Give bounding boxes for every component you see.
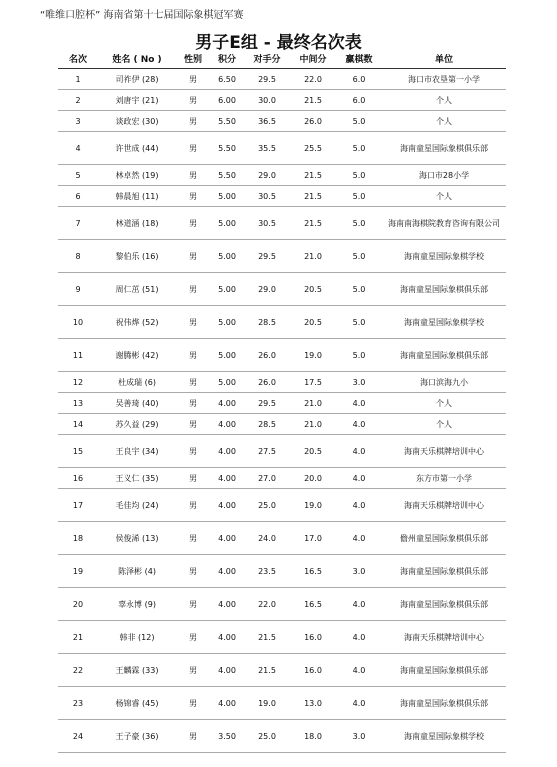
cell-median-score: 21.5 bbox=[290, 207, 336, 240]
cell-median-score: 21.0 bbox=[290, 393, 336, 414]
cell-wins: 4.0 bbox=[336, 414, 382, 435]
cell-gender: 男 bbox=[176, 165, 210, 186]
cell-unit: 海南童星国际象棋俱乐部 bbox=[382, 588, 506, 621]
cell-opponent-score: 30.5 bbox=[244, 186, 290, 207]
cell-rank: 22 bbox=[58, 654, 98, 687]
cell-points: 5.50 bbox=[210, 111, 244, 132]
cell-median-score: 25.5 bbox=[290, 132, 336, 165]
cell-opponent-score: 36.5 bbox=[244, 111, 290, 132]
table-row bbox=[58, 468, 506, 489]
cell-gender: 男 bbox=[176, 339, 210, 372]
cell-median-score: 20.5 bbox=[290, 273, 336, 306]
cell-rank: 4 bbox=[58, 132, 98, 165]
cell-player-name: 许世成 (44) bbox=[98, 132, 176, 165]
cell-points: 5.00 bbox=[210, 273, 244, 306]
table-header-row bbox=[58, 52, 506, 69]
cell-wins: 5.0 bbox=[336, 273, 382, 306]
cell-unit: 海口市农垦第一小学 bbox=[382, 69, 506, 90]
cell-wins: 4.0 bbox=[336, 522, 382, 555]
cell-rank: 8 bbox=[58, 240, 98, 273]
column-header-name: 姓名 ( No ) bbox=[98, 52, 176, 69]
cell-wins: 5.0 bbox=[336, 207, 382, 240]
cell-player-name: 王良宇 (34) bbox=[98, 435, 176, 468]
cell-unit: 个人 bbox=[382, 393, 506, 414]
cell-median-score: 21.5 bbox=[290, 186, 336, 207]
cell-rank: 3 bbox=[58, 111, 98, 132]
cell-rank: 17 bbox=[58, 489, 98, 522]
cell-player-name: 林道涵 (18) bbox=[98, 207, 176, 240]
cell-rank: 18 bbox=[58, 522, 98, 555]
cell-rank: 2 bbox=[58, 90, 98, 111]
cell-rank: 10 bbox=[58, 306, 98, 339]
table-row bbox=[58, 111, 506, 132]
cell-median-score: 16.0 bbox=[290, 654, 336, 687]
table-row bbox=[58, 489, 506, 522]
cell-points: 4.00 bbox=[210, 687, 244, 720]
cell-gender: 男 bbox=[176, 720, 210, 753]
cell-unit: 儋州童星国际象棋俱乐部 bbox=[382, 522, 506, 555]
cell-player-name: 辜永博 (9) bbox=[98, 588, 176, 621]
cell-gender: 男 bbox=[176, 393, 210, 414]
cell-opponent-score: 35.5 bbox=[244, 132, 290, 165]
cell-points: 4.00 bbox=[210, 588, 244, 621]
cell-median-score: 16.5 bbox=[290, 555, 336, 588]
cell-rank: 20 bbox=[58, 588, 98, 621]
cell-unit: 个人 bbox=[382, 414, 506, 435]
cell-median-score: 16.0 bbox=[290, 621, 336, 654]
cell-rank: 21 bbox=[58, 621, 98, 654]
cell-points: 5.00 bbox=[210, 339, 244, 372]
cell-points: 5.00 bbox=[210, 186, 244, 207]
cell-player-name: 司祚伊 (28) bbox=[98, 69, 176, 90]
cell-opponent-score: 29.5 bbox=[244, 393, 290, 414]
cell-player-name: 谈政宏 (30) bbox=[98, 111, 176, 132]
cell-wins: 3.0 bbox=[336, 555, 382, 588]
cell-rank: 11 bbox=[58, 339, 98, 372]
cell-opponent-score: 23.5 bbox=[244, 555, 290, 588]
cell-player-name: 韩晨旭 (11) bbox=[98, 186, 176, 207]
cell-rank: 7 bbox=[58, 207, 98, 240]
cell-wins: 5.0 bbox=[336, 165, 382, 186]
cell-wins: 4.0 bbox=[336, 588, 382, 621]
cell-unit: 海南天乐棋牌培训中心 bbox=[382, 435, 506, 468]
cell-median-score: 21.5 bbox=[290, 165, 336, 186]
cell-gender: 男 bbox=[176, 273, 210, 306]
cell-unit: 海南天乐棋牌培训中心 bbox=[382, 621, 506, 654]
cell-rank: 13 bbox=[58, 393, 98, 414]
cell-gender: 男 bbox=[176, 621, 210, 654]
cell-median-score: 18.0 bbox=[290, 720, 336, 753]
cell-unit: 个人 bbox=[382, 186, 506, 207]
cell-unit: 个人 bbox=[382, 111, 506, 132]
cell-rank: 16 bbox=[58, 468, 98, 489]
column-header-median-score: 中间分 bbox=[290, 52, 336, 69]
table-row bbox=[58, 555, 506, 588]
cell-gender: 男 bbox=[176, 654, 210, 687]
cell-player-name: 韩非 (12) bbox=[98, 621, 176, 654]
cell-wins: 4.0 bbox=[336, 687, 382, 720]
cell-wins: 5.0 bbox=[336, 186, 382, 207]
cell-player-name: 林卓然 (19) bbox=[98, 165, 176, 186]
cell-points: 5.00 bbox=[210, 240, 244, 273]
cell-median-score: 22.0 bbox=[290, 69, 336, 90]
cell-rank: 19 bbox=[58, 555, 98, 588]
cell-player-name: 谢腾彬 (42) bbox=[98, 339, 176, 372]
cell-rank: 24 bbox=[58, 720, 98, 753]
cell-points: 4.00 bbox=[210, 435, 244, 468]
cell-gender: 男 bbox=[176, 90, 210, 111]
cell-gender: 男 bbox=[176, 555, 210, 588]
cell-unit: 海南童星国际象棋俱乐部 bbox=[382, 339, 506, 372]
table-row bbox=[58, 522, 506, 555]
cell-median-score: 13.0 bbox=[290, 687, 336, 720]
table-row bbox=[58, 69, 506, 90]
cell-opponent-score: 25.0 bbox=[244, 720, 290, 753]
cell-unit: 海南童星国际象棋学校 bbox=[382, 720, 506, 753]
cell-wins: 6.0 bbox=[336, 90, 382, 111]
cell-points: 4.00 bbox=[210, 522, 244, 555]
table-row bbox=[58, 165, 506, 186]
cell-points: 5.00 bbox=[210, 372, 244, 393]
cell-rank: 1 bbox=[58, 69, 98, 90]
cell-player-name: 王子豪 (36) bbox=[98, 720, 176, 753]
cell-unit: 海南童星国际象棋俱乐部 bbox=[382, 654, 506, 687]
page-title: 男子E组 - 最终名次表 bbox=[195, 33, 362, 53]
standings-table bbox=[58, 52, 506, 753]
cell-unit: 海南天乐棋牌培训中心 bbox=[382, 489, 506, 522]
cell-points: 4.00 bbox=[210, 489, 244, 522]
cell-player-name: 周仁茁 (51) bbox=[98, 273, 176, 306]
cell-opponent-score: 29.5 bbox=[244, 69, 290, 90]
table-row bbox=[58, 207, 506, 240]
cell-rank: 12 bbox=[58, 372, 98, 393]
cell-points: 4.00 bbox=[210, 414, 244, 435]
table-row bbox=[58, 306, 506, 339]
cell-gender: 男 bbox=[176, 414, 210, 435]
cell-rank: 5 bbox=[58, 165, 98, 186]
cell-wins: 3.0 bbox=[336, 372, 382, 393]
table-row bbox=[58, 240, 506, 273]
cell-points: 4.00 bbox=[210, 654, 244, 687]
cell-opponent-score: 25.0 bbox=[244, 489, 290, 522]
cell-wins: 3.0 bbox=[336, 720, 382, 753]
cell-player-name: 陈泽彬 (4) bbox=[98, 555, 176, 588]
cell-rank: 9 bbox=[58, 273, 98, 306]
cell-player-name: 侯俊浠 (13) bbox=[98, 522, 176, 555]
cell-points: 4.00 bbox=[210, 393, 244, 414]
cell-median-score: 21.0 bbox=[290, 240, 336, 273]
cell-points: 6.00 bbox=[210, 90, 244, 111]
cell-median-score: 20.0 bbox=[290, 468, 336, 489]
column-header-unit: 单位 bbox=[382, 52, 506, 69]
cell-points: 5.50 bbox=[210, 165, 244, 186]
cell-wins: 5.0 bbox=[336, 240, 382, 273]
cell-rank: 6 bbox=[58, 186, 98, 207]
cell-unit: 海南童星国际象棋俱乐部 bbox=[382, 687, 506, 720]
cell-wins: 5.0 bbox=[336, 339, 382, 372]
cell-median-score: 20.5 bbox=[290, 435, 336, 468]
cell-gender: 男 bbox=[176, 489, 210, 522]
cell-gender: 男 bbox=[176, 306, 210, 339]
cell-points: 5.50 bbox=[210, 132, 244, 165]
cell-gender: 男 bbox=[176, 522, 210, 555]
cell-opponent-score: 28.5 bbox=[244, 414, 290, 435]
cell-player-name: 祝伟烨 (52) bbox=[98, 306, 176, 339]
cell-rank: 15 bbox=[58, 435, 98, 468]
column-header-opponent-score: 对手分 bbox=[244, 52, 290, 69]
cell-opponent-score: 24.0 bbox=[244, 522, 290, 555]
table-row bbox=[58, 132, 506, 165]
cell-gender: 男 bbox=[176, 240, 210, 273]
column-header-gender: 性别 bbox=[176, 52, 210, 69]
cell-wins: 4.0 bbox=[336, 654, 382, 687]
cell-opponent-score: 29.0 bbox=[244, 165, 290, 186]
cell-player-name: 毛佳均 (24) bbox=[98, 489, 176, 522]
cell-unit: 东方市第一小学 bbox=[382, 468, 506, 489]
cell-gender: 男 bbox=[176, 207, 210, 240]
cell-gender: 男 bbox=[176, 588, 210, 621]
cell-gender: 男 bbox=[176, 111, 210, 132]
cell-player-name: 王义仁 (35) bbox=[98, 468, 176, 489]
cell-gender: 男 bbox=[176, 186, 210, 207]
cell-points: 4.00 bbox=[210, 555, 244, 588]
cell-unit: 海口滨海九小 bbox=[382, 372, 506, 393]
cell-player-name: 杜成瑞 (6) bbox=[98, 372, 176, 393]
column-header-rank: 名次 bbox=[58, 52, 98, 69]
cell-gender: 男 bbox=[176, 69, 210, 90]
cell-opponent-score: 21.5 bbox=[244, 654, 290, 687]
cell-median-score: 20.5 bbox=[290, 306, 336, 339]
cell-wins: 4.0 bbox=[336, 435, 382, 468]
table-row bbox=[58, 621, 506, 654]
cell-median-score: 19.0 bbox=[290, 489, 336, 522]
cell-opponent-score: 19.0 bbox=[244, 687, 290, 720]
table-row bbox=[58, 687, 506, 720]
table-row bbox=[58, 186, 506, 207]
cell-points: 5.00 bbox=[210, 306, 244, 339]
cell-player-name: 刘唐宇 (21) bbox=[98, 90, 176, 111]
cell-rank: 14 bbox=[58, 414, 98, 435]
cell-wins: 4.0 bbox=[336, 393, 382, 414]
cell-opponent-score: 26.0 bbox=[244, 339, 290, 372]
cell-player-name: 杨锦睿 (45) bbox=[98, 687, 176, 720]
cell-unit: 个人 bbox=[382, 90, 506, 111]
cell-points: 3.50 bbox=[210, 720, 244, 753]
cell-opponent-score: 28.5 bbox=[244, 306, 290, 339]
cell-median-score: 26.0 bbox=[290, 111, 336, 132]
cell-gender: 男 bbox=[176, 687, 210, 720]
table-row bbox=[58, 372, 506, 393]
cell-gender: 男 bbox=[176, 435, 210, 468]
cell-points: 4.00 bbox=[210, 621, 244, 654]
cell-points: 4.00 bbox=[210, 468, 244, 489]
cell-opponent-score: 21.5 bbox=[244, 621, 290, 654]
cell-wins: 4.0 bbox=[336, 621, 382, 654]
cell-wins: 4.0 bbox=[336, 489, 382, 522]
cell-player-name: 苏久益 (29) bbox=[98, 414, 176, 435]
cell-player-name: 黎伯乐 (16) bbox=[98, 240, 176, 273]
column-header-wins: 赢棋数 bbox=[336, 52, 382, 69]
table-row bbox=[58, 435, 506, 468]
cell-median-score: 17.5 bbox=[290, 372, 336, 393]
cell-points: 6.50 bbox=[210, 69, 244, 90]
cell-unit: 海南童星国际象棋俱乐部 bbox=[382, 273, 506, 306]
cell-median-score: 16.5 bbox=[290, 588, 336, 621]
cell-opponent-score: 29.5 bbox=[244, 240, 290, 273]
cell-player-name: 王麟霖 (33) bbox=[98, 654, 176, 687]
cell-opponent-score: 27.5 bbox=[244, 435, 290, 468]
cell-median-score: 21.5 bbox=[290, 90, 336, 111]
cell-player-name: 吴善琦 (40) bbox=[98, 393, 176, 414]
cell-opponent-score: 27.0 bbox=[244, 468, 290, 489]
cell-wins: 5.0 bbox=[336, 132, 382, 165]
cell-gender: 男 bbox=[176, 132, 210, 165]
cell-gender: 男 bbox=[176, 372, 210, 393]
cell-unit: 海南南海棋院教育咨询有限公司 bbox=[382, 207, 506, 240]
table-row bbox=[58, 393, 506, 414]
table-body bbox=[58, 69, 506, 753]
cell-unit: 海南童星国际象棋学校 bbox=[382, 306, 506, 339]
table-row bbox=[58, 90, 506, 111]
cell-wins: 6.0 bbox=[336, 69, 382, 90]
cell-gender: 男 bbox=[176, 468, 210, 489]
cell-rank: 23 bbox=[58, 687, 98, 720]
table-row bbox=[58, 339, 506, 372]
cell-opponent-score: 22.0 bbox=[244, 588, 290, 621]
cell-opponent-score: 30.0 bbox=[244, 90, 290, 111]
table-row bbox=[58, 720, 506, 753]
table-row bbox=[58, 654, 506, 687]
cell-opponent-score: 30.5 bbox=[244, 207, 290, 240]
cell-median-score: 21.0 bbox=[290, 414, 336, 435]
cell-opponent-score: 29.0 bbox=[244, 273, 290, 306]
cell-opponent-score: 26.0 bbox=[244, 372, 290, 393]
cell-points: 5.00 bbox=[210, 207, 244, 240]
table-row bbox=[58, 414, 506, 435]
cell-wins: 5.0 bbox=[336, 111, 382, 132]
cell-median-score: 17.0 bbox=[290, 522, 336, 555]
cell-unit: 海南童星国际象棋俱乐部 bbox=[382, 132, 506, 165]
tournament-subtitle: “唯维口腔杯” 海南省第十七届国际象棋冠军赛 bbox=[40, 10, 244, 21]
cell-unit: 海南童星国际象棋学校 bbox=[382, 240, 506, 273]
cell-wins: 4.0 bbox=[336, 468, 382, 489]
cell-unit: 海口市28小学 bbox=[382, 165, 506, 186]
cell-median-score: 19.0 bbox=[290, 339, 336, 372]
table-row bbox=[58, 273, 506, 306]
cell-unit: 海南童星国际象棋俱乐部 bbox=[382, 555, 506, 588]
cell-wins: 5.0 bbox=[336, 306, 382, 339]
table-row bbox=[58, 588, 506, 621]
column-header-points: 积分 bbox=[210, 52, 244, 69]
